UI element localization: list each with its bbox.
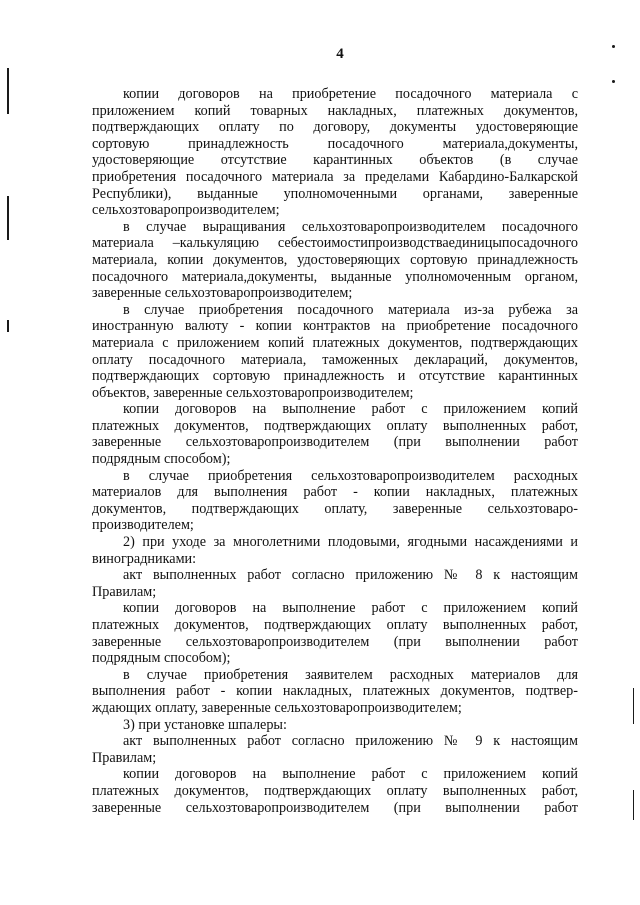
text-line: удостоверяющие отсутствие карантинных объектов (в случае xyxy=(92,152,578,169)
text-line: подрядным способом); xyxy=(92,650,231,667)
text-line: подрядным способом); xyxy=(92,451,231,468)
text-line: Правилам; xyxy=(92,749,157,766)
text-line: виноградниками: xyxy=(92,550,197,567)
document-body xyxy=(92,86,578,816)
text-line: платежных документов, подтверждающих оплату выполненных работ, xyxy=(92,782,578,799)
text-line: оплату посадочного материала, таможенных деклараций, документов, xyxy=(92,351,578,368)
scan-mark-left-1 xyxy=(7,68,9,114)
text-line: заверенные сельхозтоваропроизводителем; xyxy=(92,285,353,302)
scan-mark-left-2 xyxy=(7,196,9,240)
text-line: копии договоров на приобретение посадочного материала с xyxy=(123,86,578,102)
scan-mark-right-2 xyxy=(612,80,615,83)
text-line: заверенные сельхозтоваропроизводителем (при выполнении работ xyxy=(92,633,578,650)
text-line: платежных документов, подтверждающих оплату выполненных работ, xyxy=(92,617,578,633)
scan-mark-right-4 xyxy=(633,790,634,820)
scan-mark-left-3 xyxy=(7,320,9,332)
text-line: акт выполненных работ согласно приложению № 8 к настоящим xyxy=(123,567,578,584)
text-line: подтверждающих сортовую принадлежность и отсутствие карантинных xyxy=(92,368,578,385)
text-line: 3) при установке шпалеры: xyxy=(123,716,287,733)
text-line: приложением копий товарных накладных, платежных документов, xyxy=(92,102,578,119)
text-line: в случае приобретения сельхозтоваропроизводителем расходных xyxy=(123,467,578,484)
scan-mark-right-3 xyxy=(633,688,634,724)
page-number: 4 xyxy=(336,46,344,62)
text-line: объектов, заверенные сельхозтоваропроизводителем; xyxy=(92,384,414,401)
text-line: материалов для выполнения работ - копии накладных, платежных xyxy=(92,484,578,501)
text-line: материала, копии документов, удостоверяющих сортовую принадлежность xyxy=(92,251,578,268)
text-line: копии договоров на выполнение работ с приложением копий xyxy=(123,600,578,617)
text-line: копии договоров на выполнение работ с приложением копий xyxy=(123,766,578,783)
text-line: выполнения работ - копии накладных, платежных документов, подтвер- xyxy=(92,683,578,700)
text-line: копии договоров на выполнение работ с приложением копий xyxy=(123,401,578,418)
text-line: посадочного материала,документы, выданные уполномоченным органом, xyxy=(92,268,578,285)
text-line: Республики), выданные уполномоченными органами, заверенные xyxy=(92,185,578,202)
text-line: акт выполненных работ согласно приложению № 9 к настоящим xyxy=(123,733,578,750)
text-line: в случае приобретения заявителем расходных материалов для xyxy=(123,666,578,683)
text-line: заверенные сельхозтоваропроизводителем (при выполнении работ xyxy=(92,799,578,816)
text-line: иностранную валюту - копии контрактов на приобретение посадочного xyxy=(92,318,578,335)
text-line: приобретения посадочного материала за пределами Кабардино-Балкарской xyxy=(92,168,578,185)
text-line: Правилам; xyxy=(92,583,157,600)
text-line: сельхозтоваропроизводителем; xyxy=(92,202,280,219)
text-line: 2) при уходе за многолетними плодовыми, ягодными насаждениями и xyxy=(123,534,578,551)
text-line: материала с приложением копий платежных документов, подтверждающих xyxy=(92,334,578,351)
text-line: в случае приобретения посадочного материала из-за рубежа за xyxy=(123,301,578,318)
text-line: заверенные сельхозтоваропроизводителем (при выполнении работ xyxy=(92,434,578,451)
text-line: подтверждающих оплату по договору, документы удостоверяющие xyxy=(92,119,578,136)
scan-mark-right-1 xyxy=(612,45,615,48)
text-line: документов, подтверждающих оплату, заверенные сельхозтоваро- xyxy=(92,500,578,517)
text-line: платежных документов, подтверждающих оплату выполненных работ, xyxy=(92,417,578,434)
text-line: сортовую принадлежность посадочного материала,документы, xyxy=(92,135,578,152)
text-line: производителем; xyxy=(92,517,194,534)
text-line: материала –калькуляцию себестоимостипроизводстваединицыпосадочного xyxy=(92,235,578,252)
text-line: ждающих оплату, заверенные сельхозтоваропроизводителем; xyxy=(92,699,462,716)
text-line: в случае выращивания сельхозтоваропроизводителем посадочного xyxy=(123,218,578,235)
